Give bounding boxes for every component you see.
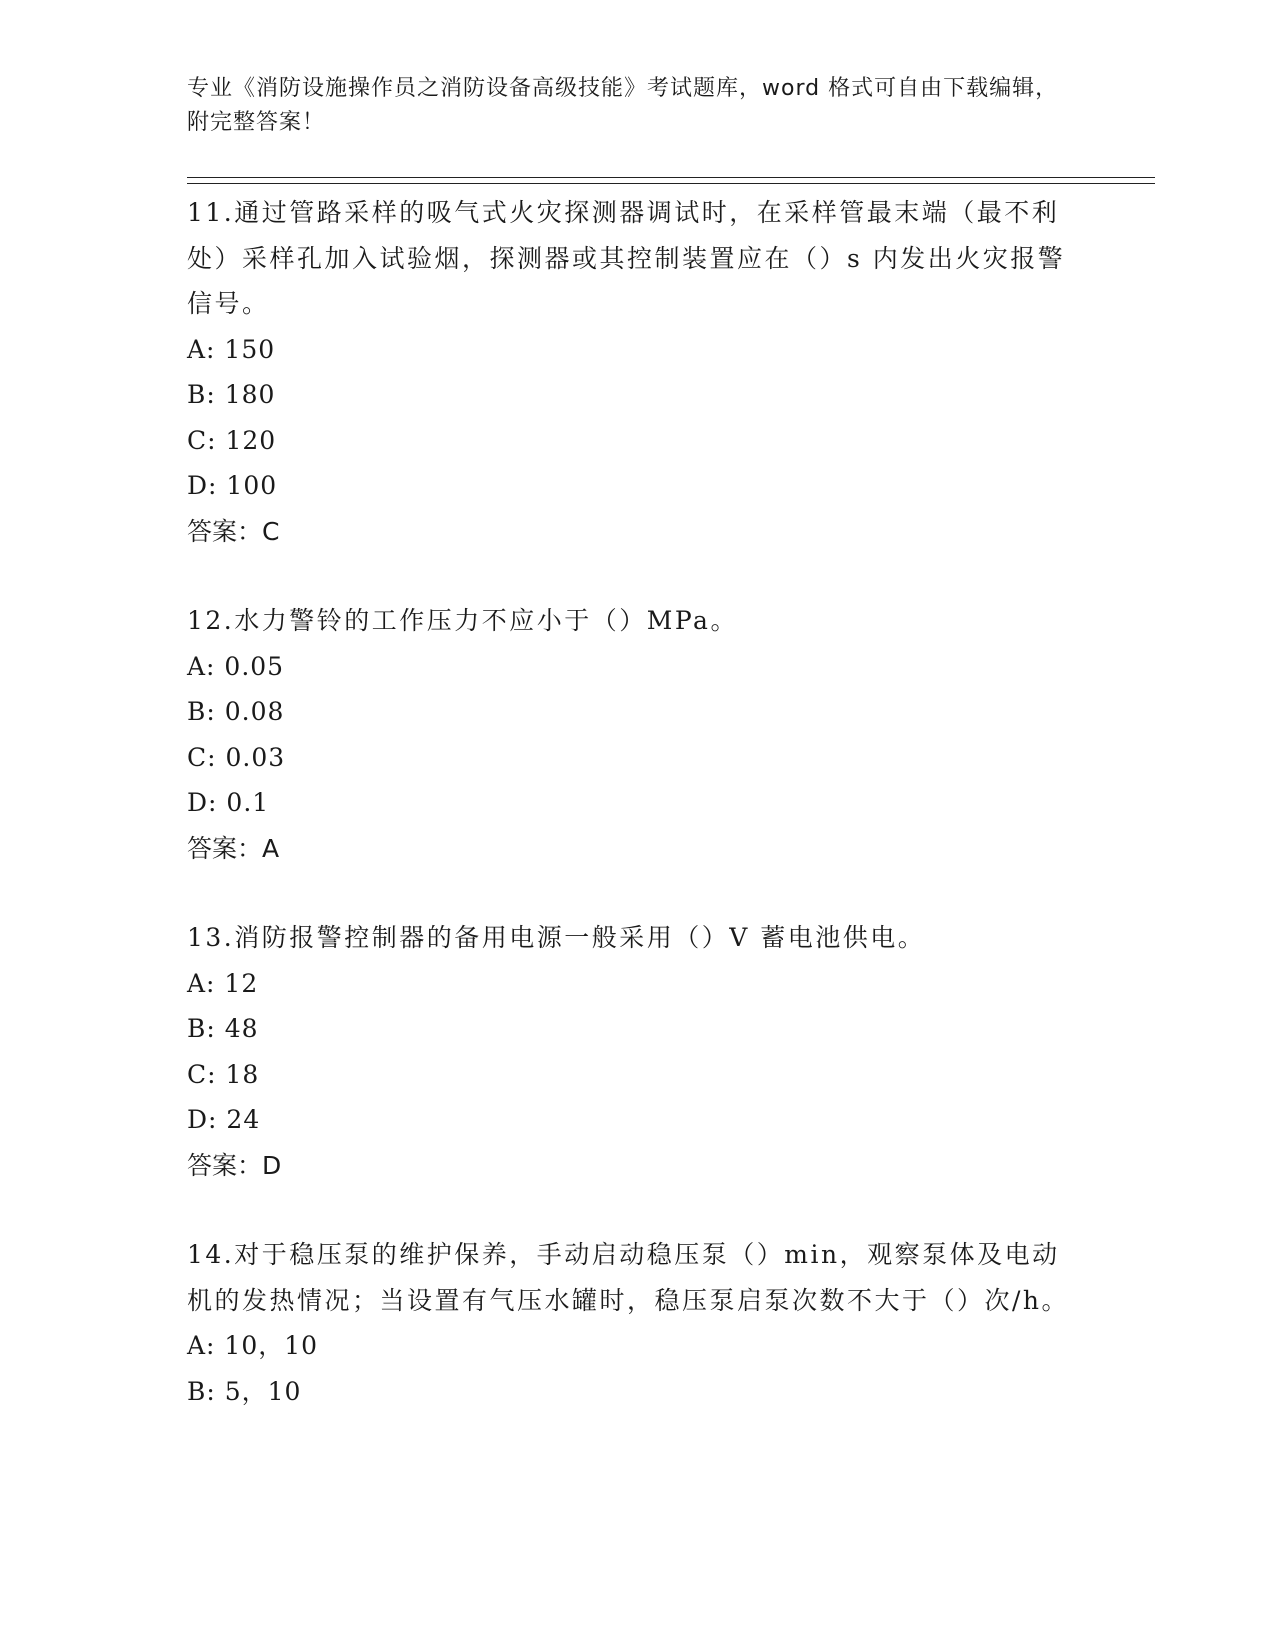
- option-a: A: 150: [187, 334, 276, 364]
- option-c: C: 18: [187, 1059, 260, 1089]
- option-c: C: 120: [187, 425, 277, 455]
- option-d: D: 0.1: [187, 788, 270, 817]
- header-divider-top: [187, 177, 1155, 178]
- document-header: 专业《消防设施操作员之消防设备高级技能》考试题库，word 格式可自由下载编辑，附完整答案！: [187, 76, 1059, 135]
- question-text: 14.对于稳压泵的维护保养，手动启动稳压泵（）min，观察泵体及电动机的发热情况；当设置有气压水罐时，稳压泵启泵次数不大于（）次/h。: [187, 1240, 1070, 1315]
- option-a: A: 10，10: [187, 1331, 319, 1360]
- option-d: D: 100: [187, 471, 278, 500]
- option-c: C: 0.03: [187, 742, 286, 772]
- option-a: A: 0.05: [187, 651, 285, 681]
- option-b: B: 5，10: [187, 1376, 302, 1406]
- question-12: [187, 598, 1087, 871]
- answer: 答案：A: [187, 833, 280, 863]
- question-11: [187, 190, 1087, 554]
- question-text: 12.水力警铃的工作压力不应小于（）MPa。: [187, 606, 738, 635]
- option-b: B: 0.08: [187, 697, 285, 726]
- option-b: B: 180: [187, 380, 276, 409]
- header-divider-bottom: [187, 183, 1155, 184]
- answer: 答案：C: [187, 516, 280, 546]
- spacer: [187, 1188, 1087, 1232]
- option-b: B: 48: [187, 1014, 259, 1043]
- option-d: D: 24: [187, 1105, 261, 1134]
- answer: 答案：D: [187, 1150, 282, 1180]
- question-14: [187, 1232, 1087, 1414]
- question-text: 13.消防报警控制器的备用电源一般采用（）V 蓄电池供电。: [187, 923, 926, 952]
- option-a: A: 12: [187, 968, 259, 998]
- question-list: [187, 190, 1087, 1414]
- spacer: [187, 554, 1087, 598]
- spacer: [187, 871, 1087, 915]
- question-13: [187, 915, 1087, 1188]
- question-text: 11.通过管路采样的吸气式火灾探测器调试时，在采样管最末端（最不利处）采样孔加入试验烟，探测器或其控制装置应在（）s 内发出火灾报警信号。: [187, 198, 1066, 318]
